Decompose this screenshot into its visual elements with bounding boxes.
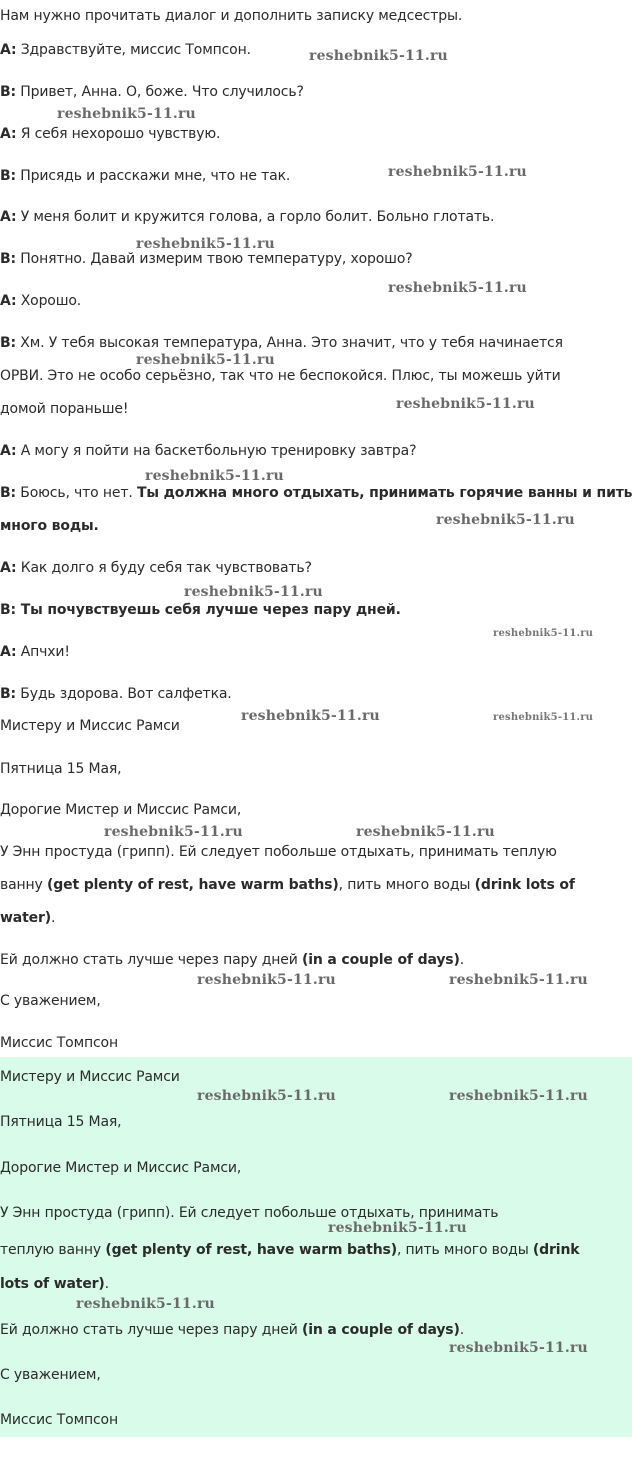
letter-body-line: water).: [0, 910, 56, 926]
watermark: reshebnik5-11.ru: [396, 396, 535, 412]
dialogue-line: B: Понятно. Давай измерим твою температуру, хорошо?: [0, 251, 413, 267]
speaker-label: B:: [0, 84, 16, 100]
letter-body-line: ванну (get plenty of rest, have warm baths), пить много воды (drink lots of: [0, 877, 575, 893]
watermark: reshebnik5-11.ru: [197, 972, 336, 988]
speaker-label: A:: [0, 443, 17, 459]
dialogue-line-cont: много воды.: [0, 518, 99, 534]
speaker-label: A:: [0, 560, 17, 576]
answer-body-line: теплую ванну (get plenty of rest, have warm baths), пить много воды (drink: [0, 1242, 580, 1258]
dialogue-line: B: Хм. У тебя высокая температура, Анна. Это значит, что у тебя начинается: [0, 335, 563, 351]
watermark: reshebnik5-11.ru: [197, 1088, 336, 1104]
dialogue-line: A: Апчхи!: [0, 644, 70, 660]
dialogue-line: A: У меня болит и кружится голова, а горло болит. Больно глотать.: [0, 209, 495, 225]
dialogue-line: A: Хорошо.: [0, 293, 82, 309]
watermark: reshebnik5-11.ru: [145, 468, 284, 484]
dialogue-line: A: Здравствуйте, миссис Томпсон.: [0, 42, 251, 58]
watermark: reshebnik5-11.ru: [76, 1296, 215, 1312]
dialogue-line: A: Как долго я буду себя так чувствовать?: [0, 560, 312, 576]
intro-text: Нам нужно прочитать диалог и дополнить записку медсестры.: [0, 8, 463, 24]
letter-recipient: Мистеру и Миссис Рамси: [0, 718, 180, 734]
letter-body-line: Ей должно стать лучше через пару дней (in a couple of days).: [0, 952, 465, 968]
watermark: reshebnik5-11.ru: [449, 1340, 588, 1356]
answer-body-line: lots of water).: [0, 1276, 109, 1292]
watermark: reshebnik5-11.ru: [136, 352, 275, 368]
watermark: reshebnik5-11.ru: [388, 280, 527, 296]
letter-closing: С уважением,: [0, 993, 101, 1009]
answer-closing: С уважением,: [0, 1367, 101, 1383]
dialogue-line-cont: домой пораньше!: [0, 401, 129, 417]
letter-signature: Миссис Томпсон: [0, 1035, 118, 1051]
watermark: reshebnik5-11.ru: [449, 1088, 588, 1104]
watermark: reshebnik5-11.ru: [328, 1220, 467, 1236]
watermark: reshebnik5-11.ru: [309, 48, 448, 64]
answer-body-line: У Энн простуда (грипп). Ей следует побольше отдыхать, принимать: [0, 1205, 499, 1221]
watermark: reshebnik5-11.ru: [184, 584, 323, 600]
speaker-label: B:: [0, 602, 16, 618]
watermark: reshebnik5-11.ru: [104, 824, 243, 840]
speaker-label: B:: [0, 686, 16, 702]
watermark: reshebnik5-11.ru: [449, 972, 588, 988]
watermark: reshebnik5-11.ru: [136, 236, 275, 252]
dialogue-line-cont: ОРВИ. Это не особо серьёзно, так что не беспокойся. Плюс, ты можешь уйти: [0, 368, 561, 384]
watermark: reshebnik5-11.ru: [493, 712, 594, 723]
speaker-label: A:: [0, 42, 17, 58]
speaker-label: A:: [0, 209, 17, 225]
dialogue-line: B: Будь здорова. Вот салфетка.: [0, 686, 232, 702]
dialogue-line: A: А могу я пойти на баскетбольную тренировку завтра?: [0, 443, 417, 459]
watermark: reshebnik5-11.ru: [57, 106, 196, 122]
answer-recipient: Мистеру и Миссис Рамси: [0, 1069, 180, 1085]
answer-date: Пятница 15 Мая,: [0, 1114, 122, 1130]
answer-signature: Миссис Томпсон: [0, 1412, 118, 1428]
speaker-label: B:: [0, 485, 16, 501]
answer-greeting: Дорогие Мистер и Миссис Рамси,: [0, 1160, 242, 1176]
dialogue-line: B: Ты почувствуешь себя лучше через пару дней.: [0, 602, 401, 618]
dialogue-line: B: Присядь и расскажи мне, что не так.: [0, 168, 291, 184]
speaker-label: A:: [0, 644, 17, 660]
speaker-label: B:: [0, 335, 16, 351]
watermark: reshebnik5-11.ru: [356, 824, 495, 840]
letter-date: Пятница 15 Мая,: [0, 761, 122, 777]
watermark: reshebnik5-11.ru: [388, 164, 527, 180]
answer-body-line: Ей должно стать лучше через пару дней (in a couple of days).: [0, 1322, 465, 1338]
letter-body-line: У Энн простуда (грипп). Ей следует побольше отдыхать, принимать теплую: [0, 844, 557, 860]
letter-greeting: Дорогие Мистер и Миссис Рамси,: [0, 802, 242, 818]
watermark: reshebnik5-11.ru: [436, 512, 575, 528]
speaker-label: B:: [0, 168, 16, 184]
dialogue-line: A: Я себя нехорошо чувствую.: [0, 126, 221, 142]
speaker-label: A:: [0, 126, 17, 142]
dialogue-line: B: Боюсь, что нет. Ты должна много отдыхать, принимать горячие ванны и пить: [0, 485, 632, 501]
dialogue-line: B: Привет, Анна. О, боже. Что случилось?: [0, 84, 304, 100]
speaker-label: A:: [0, 293, 17, 309]
speaker-label: B:: [0, 251, 16, 267]
watermark: reshebnik5-11.ru: [493, 628, 594, 639]
watermark: reshebnik5-11.ru: [241, 708, 380, 724]
